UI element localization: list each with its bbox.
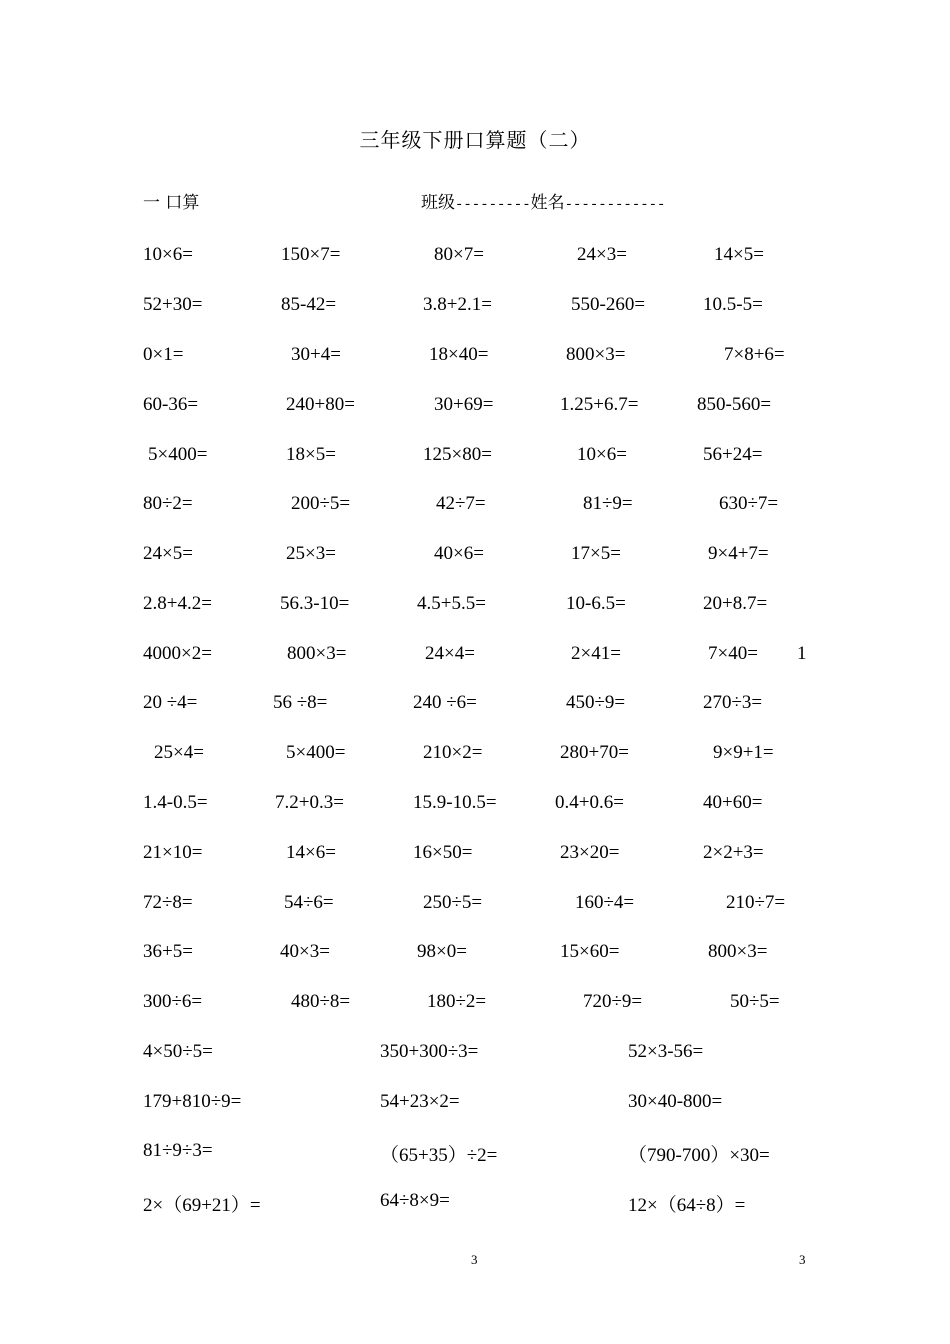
problem-item: 50÷5= bbox=[730, 991, 780, 1012]
problem-row bbox=[0, 941, 950, 971]
problem-item: 630÷7= bbox=[719, 493, 779, 514]
class-name-line bbox=[421, 188, 665, 213]
problem-item: 2×41= bbox=[571, 643, 621, 664]
problem-item: 800×3= bbox=[708, 941, 768, 962]
problem-item: 23×20= bbox=[560, 842, 620, 863]
problem-item: 450÷9= bbox=[566, 692, 626, 713]
problem-item: 0.4+0.6= bbox=[555, 792, 624, 813]
problem-row bbox=[0, 742, 950, 772]
problem-item: 20 ÷4= bbox=[143, 692, 198, 713]
mixed-problem-item: 4×50÷5= bbox=[143, 1041, 213, 1062]
problem-item: 24×4= bbox=[425, 643, 475, 664]
page-number-center: 3 bbox=[471, 1252, 478, 1267]
problem-item: 30+69= bbox=[434, 394, 494, 415]
mixed-problem-row bbox=[0, 1091, 950, 1121]
problem-item: 40+60= bbox=[703, 792, 763, 813]
problem-row bbox=[0, 991, 950, 1021]
problem-item: 40×3= bbox=[280, 941, 330, 962]
problem-item: 18×5= bbox=[286, 444, 336, 465]
mixed-problem-item: 30×40-800= bbox=[628, 1091, 723, 1112]
class-label: 班级 bbox=[421, 193, 455, 213]
problem-item: 150×7= bbox=[281, 244, 341, 265]
problem-item: 5×400= bbox=[286, 742, 346, 763]
problem-row bbox=[0, 344, 950, 374]
page-title: 三年级下册口算题（二） bbox=[359, 128, 591, 152]
mixed-problem-row bbox=[0, 1041, 950, 1071]
problem-row bbox=[0, 593, 950, 623]
problem-item: 80×7= bbox=[434, 244, 484, 265]
problem-item: 7×8+6= bbox=[724, 344, 785, 365]
problem-item: 3.8+2.1= bbox=[423, 294, 492, 315]
problem-item: 200÷5= bbox=[291, 493, 351, 514]
problem-item: 1 bbox=[797, 643, 807, 664]
problem-item: 800×3= bbox=[566, 344, 626, 365]
problem-item: 56 ÷8= bbox=[273, 692, 328, 713]
problem-item: 2.8+4.2= bbox=[143, 593, 212, 614]
problem-row bbox=[0, 444, 950, 474]
mixed-problem-row bbox=[0, 1140, 950, 1170]
problem-item: 280+70= bbox=[560, 742, 629, 763]
problem-item: 80÷2= bbox=[143, 493, 193, 514]
mixed-problem-row bbox=[0, 1190, 950, 1220]
problem-item: 9×4+7= bbox=[708, 543, 769, 564]
problem-row bbox=[0, 692, 950, 722]
problem-item: 250÷5= bbox=[423, 892, 483, 913]
name-blank: ------------ bbox=[564, 197, 666, 213]
problem-item: 300÷6= bbox=[143, 991, 203, 1012]
mixed-problem-item: 54+23×2= bbox=[380, 1091, 460, 1112]
problem-item: 20+8.7= bbox=[703, 593, 768, 614]
problem-item: 24×5= bbox=[143, 543, 193, 564]
problem-row bbox=[0, 892, 950, 922]
problem-item: 2×2+3= bbox=[703, 842, 764, 863]
problem-item: 56+24= bbox=[703, 444, 763, 465]
problem-row bbox=[0, 842, 950, 872]
problem-row bbox=[0, 493, 950, 523]
problem-item: 17×5= bbox=[571, 543, 621, 564]
problem-item: 25×4= bbox=[154, 742, 204, 763]
problem-item: 16×50= bbox=[413, 842, 473, 863]
problem-item: 30+4= bbox=[291, 344, 341, 365]
problem-item: 56.3-10= bbox=[280, 593, 350, 614]
name-label: 姓名 bbox=[530, 193, 565, 213]
problem-item: 72÷8= bbox=[143, 892, 193, 913]
problem-item: 1.4-0.5= bbox=[143, 792, 208, 813]
problem-item: 180÷2= bbox=[427, 991, 487, 1012]
mixed-problem-item: 179+810÷9= bbox=[143, 1091, 242, 1112]
section-label: 一 口算 bbox=[143, 193, 200, 213]
problem-item: 210×2= bbox=[423, 742, 483, 763]
problem-item: 14×6= bbox=[286, 842, 336, 863]
problem-item: 550-260= bbox=[571, 294, 646, 315]
problem-item: 1.25+6.7= bbox=[560, 394, 639, 415]
problem-row bbox=[0, 394, 950, 424]
problem-item: 18×40= bbox=[429, 344, 489, 365]
problem-item: 54÷6= bbox=[284, 892, 334, 913]
problem-row bbox=[0, 643, 950, 673]
mixed-problem-item: 52×3-56= bbox=[628, 1041, 704, 1062]
problem-item: 240 ÷6= bbox=[413, 692, 477, 713]
problem-item: 85-42= bbox=[281, 294, 337, 315]
mixed-problem-item: （790-700）×30= bbox=[628, 1145, 770, 1166]
problem-item: 125×80= bbox=[423, 444, 492, 465]
problem-item: 10×6= bbox=[143, 244, 193, 265]
problem-item: 850-560= bbox=[697, 394, 772, 415]
problem-item: 98×0= bbox=[417, 941, 467, 962]
problem-item: 10.5-5= bbox=[703, 294, 763, 315]
problem-item: 4.5+5.5= bbox=[417, 593, 486, 614]
problem-item: 720÷9= bbox=[583, 991, 643, 1012]
problem-item: 7.2+0.3= bbox=[275, 792, 344, 813]
mixed-problem-item: 81÷9÷3= bbox=[143, 1140, 213, 1161]
problem-item: 14×5= bbox=[714, 244, 764, 265]
problem-item: 36+5= bbox=[143, 941, 193, 962]
problem-item: 9×9+1= bbox=[713, 742, 774, 763]
problem-item: 40×6= bbox=[434, 543, 484, 564]
problem-item: 15.9-10.5= bbox=[413, 792, 497, 813]
problem-item: 270÷3= bbox=[703, 692, 763, 713]
mixed-problem-item: 64÷8×9= bbox=[380, 1190, 450, 1211]
problem-item: 60-36= bbox=[143, 394, 199, 415]
problem-item: 160÷4= bbox=[575, 892, 635, 913]
problem-item: 4000×2= bbox=[143, 643, 212, 664]
problem-item: 15×60= bbox=[560, 941, 620, 962]
problem-item: 480÷8= bbox=[291, 991, 351, 1012]
problem-item: 81÷9= bbox=[583, 493, 633, 514]
mixed-problem-item: 2×（69+21）= bbox=[143, 1195, 261, 1216]
mixed-problem-item: 350+300÷3= bbox=[380, 1041, 479, 1062]
problem-row bbox=[0, 792, 950, 822]
page-number-right: 3 bbox=[799, 1252, 806, 1267]
problem-item: 25×3= bbox=[286, 543, 336, 564]
problem-item: 240+80= bbox=[286, 394, 355, 415]
mixed-problem-item: 12×（64÷8）= bbox=[628, 1195, 746, 1216]
problem-item: 5×400= bbox=[148, 444, 208, 465]
problem-item: 42÷7= bbox=[436, 493, 486, 514]
problem-item: 210÷7= bbox=[726, 892, 786, 913]
problem-row bbox=[0, 543, 950, 573]
problem-item: 7×40= bbox=[708, 643, 758, 664]
problem-row bbox=[0, 244, 950, 274]
problem-item: 24×3= bbox=[577, 244, 627, 265]
problem-item: 800×3= bbox=[287, 643, 347, 664]
problem-item: 21×10= bbox=[143, 842, 203, 863]
problem-item: 10×6= bbox=[577, 444, 627, 465]
mixed-problem-item: （65+35）÷2= bbox=[380, 1145, 498, 1166]
problem-row bbox=[0, 294, 950, 324]
problem-item: 10-6.5= bbox=[566, 593, 626, 614]
problem-item: 52+30= bbox=[143, 294, 203, 315]
class-blank: --------- bbox=[455, 197, 531, 213]
problem-item: 0×1= bbox=[143, 344, 184, 365]
